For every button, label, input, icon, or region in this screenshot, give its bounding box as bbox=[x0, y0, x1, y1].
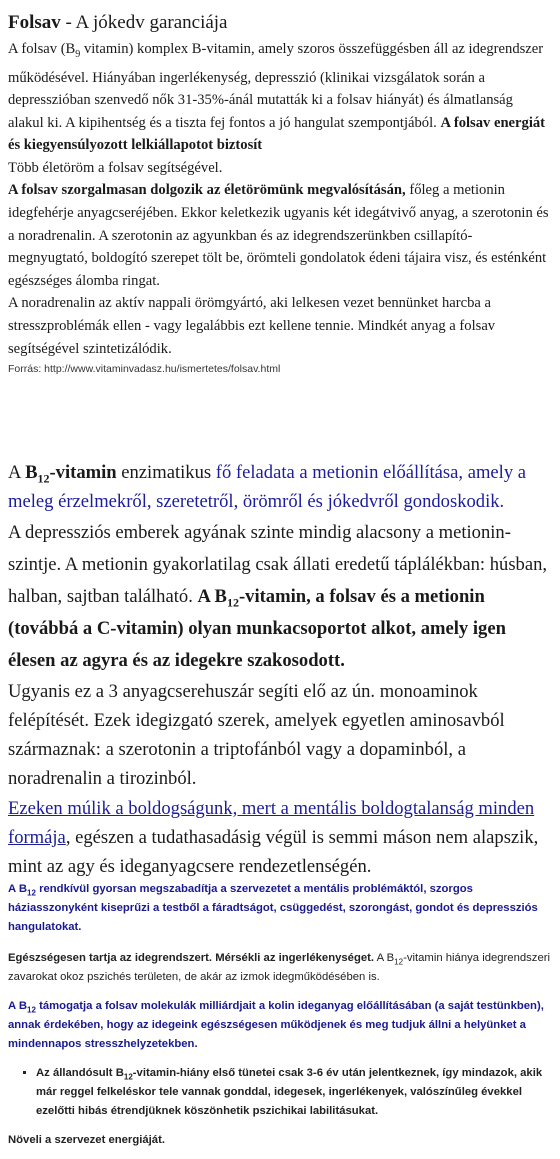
source-link[interactable]: Forrás: http://www.vitaminvadasz.hu/ismertetes/folsav.html bbox=[8, 363, 281, 376]
benefit-nervous-system: Egészségesen tartja az idegrendszert. Mérsékli az ingerlékenységet. A $B_{12}$-vitamin hiánya idegrendszeri zavarokat okoz pszichés területen, de akár az izmok idegműködésében is. bbox=[8, 952, 551, 983]
b12-depression-paragraph: A depressziós emberek agyának szinte mindig alacsony a metionin-szintje. A metionin gyakorlatilag csak állati eredetű táplálékban: húsban, halban, sajtban található. A $B_{12}$-vitamin, a folsav és a metionin (továbbá a C-vitamin) olyan munkacsoportot alkot, amely igen élesen az agyra és az idegekre szakosodott. bbox=[8, 521, 548, 671]
benefit-energy: Növeli a szervezet energiáját. bbox=[8, 1134, 165, 1146]
happiness-paragraph: Ezeken múlik a boldogságunk, mert a mentális boldogtalanság minden formája, egészen a tudathasadásig végül is semmi máson nem alapszik, mint az agy és ideganyagcsere rendezetlenségén. bbox=[8, 797, 539, 878]
folsav-paragraph-2: Több életöröm a folsav segítségével. bbox=[8, 159, 223, 176]
folsav-intro-paragraph: A folsav ($B_9$ vitamin) komplex B-vitamin, amely szoros összefüggésben áll az idegrendszer működésével. Hiányában ingerlékenység, depresszió (klinikai vizsgálatok során a depresszióban szenvedő nők 31-35%-ánál mutatták ki a folsav hiányát) és álmatlanság alakul ki. A kipihentség és a tiszta fej fontos a jó hangulat szempontjából. A folsav energiát és kiegyensúlyozott lelkiállapotot biztosít bbox=[8, 41, 546, 154]
b12-section bbox=[8, 458, 548, 882]
benefit-folsav-support: A $B_{12}$ támogatja a folsav molekulák milliárdjait a kolin ideganyag előállításában (a saját testünkben), annak érdekében, hogy az idegeink egészségesen működjenek és meg tudjuk állni a helyünket a mindennapos stresszhelyzetekben. bbox=[8, 1000, 544, 1050]
section-title: Folsav - A jókedv garanciája bbox=[8, 12, 228, 33]
list-item: ▪ Az állandósult $B_{12}-vitamin$-hiány első tünetei csak 3-6 év után jelentkeznek, így mindazok, akik már reggel felkeléskor tele vannak gonddal, idegesek, ingerlékenyek, valószínűleg évekkel ezelőtti hibás étrendjüknek köszönhetik pszichikai labilitásukat. bbox=[36, 1064, 552, 1121]
folsav-paragraph-4: A noradrenalin az aktív nappali örömgyártó, aki lelkesen vezet bennünket harcba a stresszproblémák ellen - vagy legalábbis ezt kellene tennie. Mindkét anyag a folsav segítségével szintetizálódik. bbox=[8, 295, 496, 357]
monoamine-paragraph: Ugyanis ez a 3 anyagcserehuszár segíti elő az ún. monoaminok felépítését. Ezek idegizgató szerek, amelyek egyetlen aminosavból származnak: a szerotonin a triptofánból vagy a dopaminból, a noradrenalin a tirozinból. bbox=[8, 680, 505, 790]
folsav-paragraph-3: A folsav szorgalmasan dolgozik az életörömünk megvalósításán, főleg a metionin idegfehérje anyagcseréjében. Ekkor keletkezik ugyanis két idegátvivő anyag, a szerotonin és a noradrenalin. A szerotonin az agyunkban és az idegrendszerünkben csillapító-megnyugtató, boldogító szerepet tölt be, örömteli gondolatok édeni tájaira visz, és esténként egészséges álomba ringat. bbox=[8, 182, 549, 289]
benefit-mental-problems: A $B_{12}$ rendkívül gyorsan megszabadítja a szervezetet a mentális problémáktól, szorgos háziasszonyként kiseprűzi a testből a fáradtságot, csüggedést, szorongást, gondot és depressziós hangulatokat. bbox=[8, 883, 538, 933]
b12-intro-paragraph: A $B_{12}$-vitamin enzimatikus fő feladata a metionin előállítása, amely a meleg érzelmekről, szeretetről, örömről és jókedvről gondoskodik. bbox=[8, 462, 527, 513]
b12-benefits-section bbox=[8, 880, 552, 1150]
deficiency-list bbox=[8, 1064, 552, 1121]
folsav-section bbox=[8, 12, 552, 378]
